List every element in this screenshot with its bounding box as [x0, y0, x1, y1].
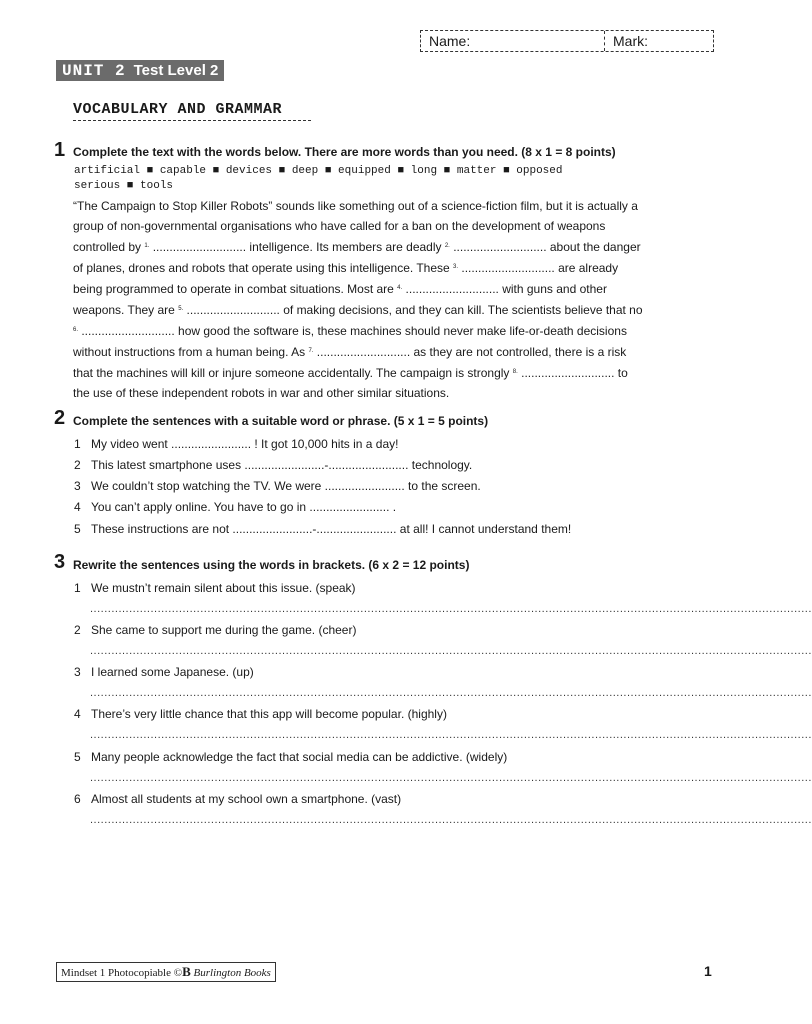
answer-line[interactable]: ........................................................................................................................................................................................................... — [90, 729, 812, 741]
exercise-2-number: 2 — [54, 407, 66, 429]
exercise-3-item: 5 Many people acknowledge the fact that social media can be addictive. (widely) — [74, 750, 508, 764]
footer-copyright: Mindset 1 Photocopiable ©B Burlington Books — [56, 962, 276, 982]
exercise-2-item: 2 This latest smartphone uses ........................-........................ technology. — [74, 458, 473, 472]
exercise-2-item: 3 We couldn’t stop watching the TV. We were ........................ to the screen. — [74, 479, 481, 493]
page-number: 1 — [704, 963, 712, 979]
exercise-3-item: 4 There’s very little chance that this app will become popular. (highly) — [74, 707, 447, 721]
exercise-1-text: “The Campaign to Stop Killer Robots” sounds like something out of a science-fiction film, but it is actually a group of non-governmental organisations who have called for a ban on the development of weapons controlled by $^{1.}$ ............................ intelligence. Its members are deadly $^{2.}$ ............................ about the danger of planes, drones and robots that operate using this intelligence. These $^{3.}$ ............................ are already being programmed to operate in combat situations. Most are $^{4.}$ ............................ with guns and other weapons. They are $^{5.}$ ............................ of making decisions, and they can kill. The scientists believe that no $^{6.}$ ............................ how good the software is, these machines should never make life-or-death decisions without instructions from a human being. As $^{7.}$ ............................ as they are not controlled, there is a risk that the machines will kill or injure someone accidentally. The campaign is strongly $^{8.}$ ............................ to the use of these independent robots in war and other similar situations. — [73, 199, 643, 400]
name-field-label: Name: — [421, 31, 605, 51]
answer-line[interactable]: ........................................................................................................................................................................................................... — [90, 772, 812, 784]
test-level-label: Test Level 2 — [133, 62, 219, 79]
answer-line[interactable]: ........................................................................................................................................................................................................... — [90, 645, 812, 657]
exercise-1-instruction: Complete the text with the words below. There are more words than you need. (8 x 1 = 8 points) — [73, 145, 616, 159]
answer-line[interactable]: ........................................................................................................................................................................................................... — [90, 687, 812, 699]
unit-banner — [56, 60, 224, 81]
section-title: VOCABULARY AND GRAMMAR — [73, 101, 311, 121]
exercise-3-instruction: Rewrite the sentences using the words in brackets. (6 x 2 = 12 points) — [73, 558, 470, 572]
exercise-3-item: 1 We mustn’t remain silent about this issue. (speak) — [74, 581, 356, 595]
exercise-3-item: 3 I learned some Japanese. (up) — [74, 665, 254, 679]
word-bank-line: artificial ■ capable ■ devices ■ deep ■ equipped ■ long ■ matter ■ opposed — [74, 165, 563, 177]
exercise-2-item: 5 These instructions are not ........................-........................ at all! I cannot understand them! — [74, 522, 572, 536]
name-mark-box — [420, 30, 714, 52]
word-bank — [74, 164, 634, 194]
exercise-2-item: 4 You can’t apply online. You have to go in ........................ . — [74, 500, 397, 514]
answer-line[interactable]: ........................................................................................................................................................................................................... — [90, 814, 812, 826]
exercise-2-instruction: Complete the sentences with a suitable word or phrase. (5 x 1 = 5 points) — [73, 414, 489, 428]
word-bank-line: serious ■ tools — [74, 180, 174, 192]
exercise-3-number: 3 — [54, 551, 66, 573]
publisher-logo: B — [182, 964, 191, 979]
exercise-2-item: 1 My video went ........................ ! It got 10,000 hits in a day! — [74, 437, 399, 451]
unit-label: UNIT 2 — [62, 61, 126, 80]
exercise-3-item: 6 Almost all students at my school own a smartphone. (vast) — [74, 792, 402, 806]
mark-field-label: Mark: — [613, 33, 648, 49]
answer-line[interactable]: ........................................................................................................................................................................................................... — [90, 603, 812, 615]
exercise-1-number: 1 — [54, 139, 66, 161]
exercise-3-item: 2 She came to support me during the game. (cheer) — [74, 623, 357, 637]
